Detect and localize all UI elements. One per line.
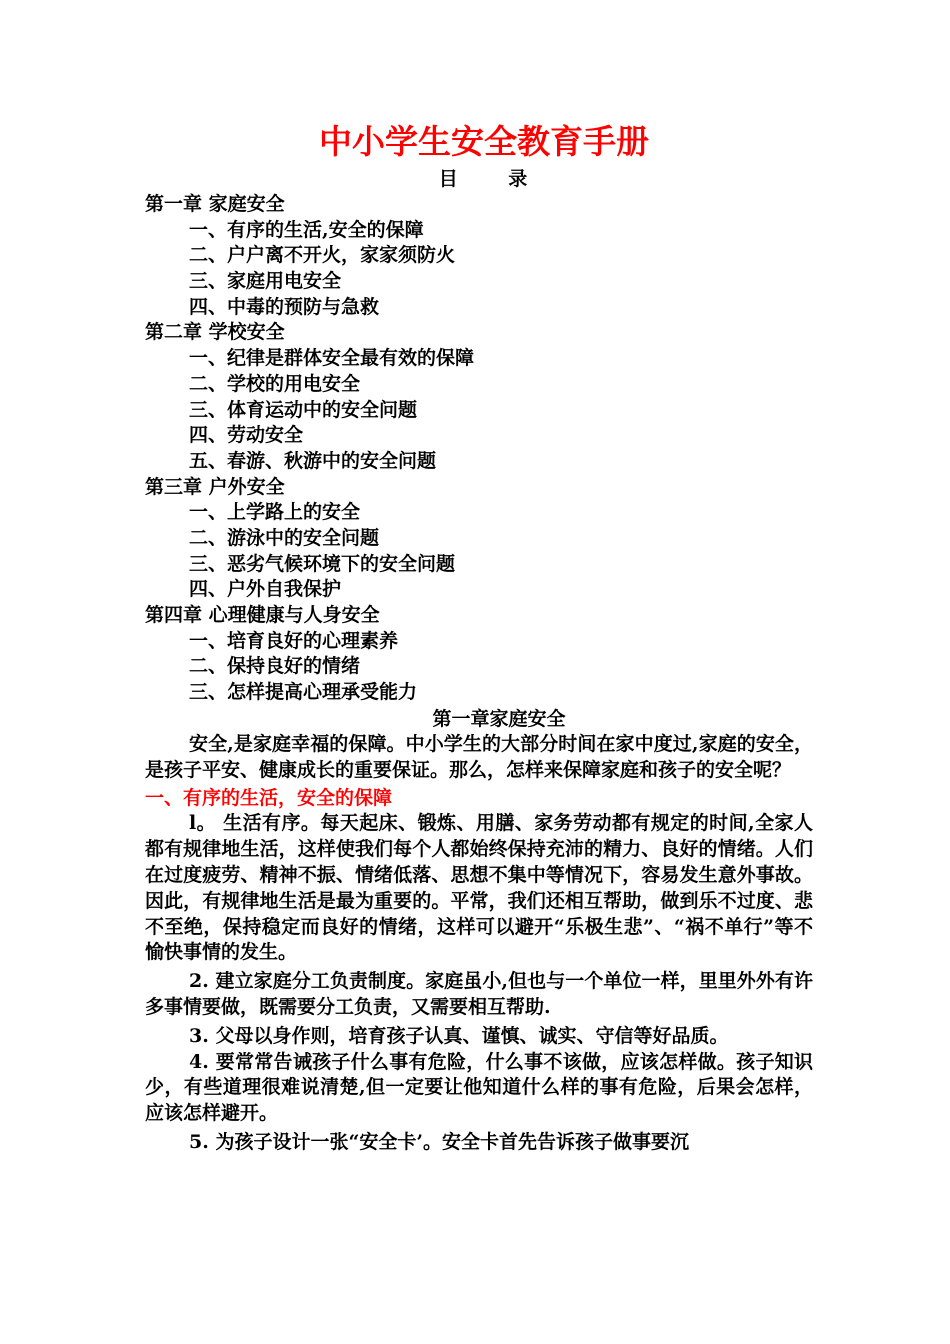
body-paragraph: l。 生活有序。每天起床、锻炼、用膳、家务劳动都有规定的时间,全家人都有规律地生活，这样使我们每个人都始终保持充沛的精力、良好的情绪。人们在过度疲劳、精神不振、情绪低落、思想不集中等情况下，容易发生意外事故。因此，有规律地生活是最为重要的。平常，我们还相互帮助，做到乐不过度、悲不至绝，保持稳定而良好的情绪，这样可以避开“乐极生悲”、“祸不单行”等不愉快事情的发生。 [145,812,813,964]
body-paragraph: 2. 建立家庭分工负责制度。家庭虽小,但也与一个单位一样，里里外外有许多事情要做，既需要分工负责，又需要相互帮助. [145,970,813,1018]
body-paragraph: 4. 要常常告诫孩子什么事有危险，什么事不该做，应该怎样做。孩子知识少，有些道理很难说清楚,但一定要让他知道什么样的事有危险，后果会怎样，应该怎样避开。 [145,1050,813,1125]
toc-item: 四、户外自我保护 [189,578,342,601]
toc-item: 二、保持良好的情绪 [189,655,361,678]
toc-item: 四、劳动安全 [189,424,304,447]
toc-item: 二、游泳中的安全问题 [189,526,380,549]
toc-item: 一、纪律是群体安全最有效的保障 [189,347,475,370]
toc-item: 一、有序的生活,安全的保障 [189,218,424,241]
toc-heading: 目 录 [438,168,550,190]
toc-item: 二、学校的用电安全 [189,372,361,395]
toc-item: 一、培育良好的心理素养 [189,629,399,652]
toc-chapter-4: 第四章 心理健康与人身安全 [145,604,380,626]
toc-item: 三、家庭用电安全 [189,270,342,293]
table-of-contents [145,192,813,706]
toc-chapter-2: 第二章 学校安全 [145,321,285,344]
toc-item: 二、户户离不开火，家家须防火 [189,244,456,267]
toc-item: 五、春游、秋游中的安全问题 [189,449,437,472]
toc-item: 三、恶劣气候环境下的安全问题 [189,552,456,575]
toc-chapter-3: 第三章 户外安全 [145,475,285,498]
toc-item: 三、怎样提高心理承受能力 [189,681,418,704]
toc-item: 一、上学路上的安全 [189,501,361,524]
section-heading: 一、有序的生活，安全的保障 [145,787,393,810]
document-page [145,118,813,1156]
toc-item: 三、体育运动中的安全问题 [189,398,418,421]
body-paragraph: 5. 为孩子设计一张“安全卡’。安全卡首先告诉孩子做事要沉 [189,1130,689,1153]
body-paragraph: 3. 父母以身作则，培育孩子认真、谨慎、诚实、守信等好品质。 [189,1024,729,1047]
intro-paragraph: 安全,是家庭幸福的保障。中小学生的大部分时间在家中度过,家庭的安全，是孩子平安、健康成长的重要保证。那么，怎样来保障家庭和孩子的安全呢？ [145,732,813,781]
toc-item: 四、中毒的预防与急救 [189,295,380,318]
chapter-heading: 第一章家庭安全 [432,707,566,730]
toc-chapter-1: 第一章 家庭安全 [145,193,285,215]
document-title: 中小学生安全教育手册 [319,122,649,161]
